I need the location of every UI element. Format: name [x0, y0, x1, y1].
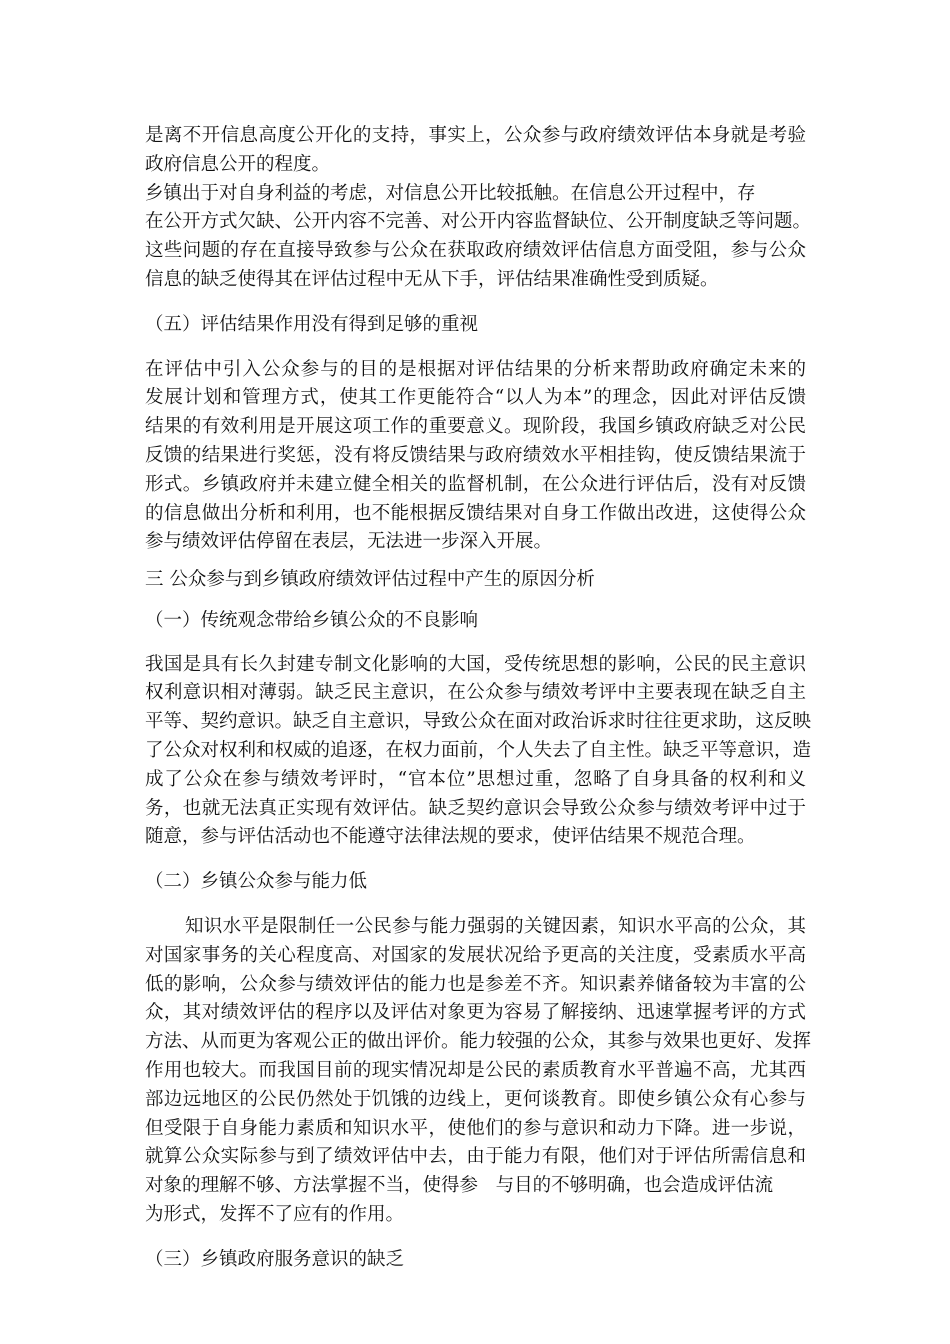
- paragraph-line: 了公众对权利和权威的追逐，在权力面前，个人失去了自主性。缺乏平等意识，造: [145, 740, 812, 761]
- paragraph-line: 对象的理解不够、方法掌握不当，使得参 与目的不够明确，也会造成评估流: [145, 1175, 774, 1196]
- paragraph-line: 为形式，发挥不了应有的作用。: [145, 1204, 405, 1225]
- section-heading: （五）评估结果作用没有得到足够的重视: [145, 314, 479, 335]
- paragraph-line: 低的影响，公众参与绩效评估的能力也是参差不齐。知识素养储备较为丰富的公: [145, 974, 806, 995]
- section-heading: （一）传统观念带给乡镇公众的不良影响: [145, 610, 479, 631]
- paragraph-line: 就算公众实际参与到了绩效评估中去，由于能力有限，他们对于评估所需信息和: [145, 1146, 806, 1167]
- paragraph-line: 我国是具有长久封建专制文化影响的大国，受传统思想的影响，公民的民主意识: [145, 654, 806, 675]
- paragraph-line: 政府信息公开的程度。: [145, 154, 331, 175]
- section-heading: （三）乡镇政府服务意识的缺乏: [145, 1249, 405, 1270]
- paragraph-line: 随意，参与评估活动也不能遵守法律法规的要求，使评估结果不规范合理。: [145, 826, 756, 847]
- paragraph-line: 是离不开信息高度公开化的支持，事实上，公众参与政府绩效评估本身就是考验: [145, 125, 806, 146]
- paragraph-line: 知识水平是限制任一公民参与能力强弱的关键因素，知识水平高的公众，其: [185, 916, 806, 937]
- paragraph-line: 乡镇出于对自身利益的考虑，对信息公开比较抵触。在信息公开过程中，存: [145, 183, 756, 204]
- paragraph-line: 成了公众在参与绩效考评时，“官本位”思想过重，忽略了自身具备的权利和义: [145, 769, 806, 790]
- paragraph-line: 平等、契约意识。缺乏自主意识，导致公众在面对政治诉求时往往更求助，这反映: [145, 711, 812, 732]
- paragraph-line: 务，也就无法真正实现有效评估。缺乏契约意识会导致公众参与绩效考评中过于: [145, 798, 806, 819]
- section-heading: （二）乡镇公众参与能力低: [145, 871, 368, 892]
- paragraph-line: 权利意识相对薄弱。缺乏民主意识，在公众参与绩效考评中主要表现在缺乏自主: [145, 682, 806, 703]
- paragraph-line: 部边远地区的公民仍然处于饥饿的边线上，更何谈教育。即使乡镇公众有心参与: [145, 1089, 806, 1110]
- paragraph-line: 在公开方式欠缺、公开内容不完善、对公开内容监督缺位、公开制度缺乏等问题。: [145, 211, 812, 232]
- paragraph-line: 信息的缺乏使得其在评估过程中无从下手，评估结果准确性受到质疑。: [145, 269, 719, 290]
- paragraph-line: 这些问题的存在直接导致参与公众在获取政府绩效评估信息方面受阻，参与公众: [145, 240, 806, 261]
- paragraph-line: 作用也较大。而我国目前的现实情况却是公民的素质教育水平普遍不高，尤其西: [145, 1060, 806, 1081]
- paragraph-line: 但受限于自身能力素质和知识水平，使他们的参与意识和动力下降。进一步说，: [145, 1118, 806, 1139]
- paragraph-line: 发展计划和管理方式，使其工作更能符合“以人为本”的理念，因此对评估反馈: [145, 387, 806, 408]
- paragraph-line: 众，其对绩效评估的程序以及评估对象更为容易了解接纳、迅速掌握考评的方式: [145, 1002, 806, 1023]
- chapter-heading: 三 公众参与到乡镇政府绩效评估过程中产生的原因分析: [145, 569, 595, 590]
- paragraph-line: 方法、从而更为客观公正的做出评价。能力较强的公众，其参与效果也更好、发挥: [145, 1031, 812, 1052]
- paragraph-line: 在评估中引入公众参与的目的是根据对评估结果的分析来帮助政府确定未来的: [145, 359, 806, 380]
- paragraph-line: 结果的有效利用是开展这项工作的重要意义。现阶段，我国乡镇政府缺乏对公民: [145, 416, 806, 437]
- paragraph-line: 形式。乡镇政府并未建立健全相关的监督机制，在公众进行评估后，没有对反馈: [145, 474, 806, 495]
- paragraph-line: 对国家事务的关心程度高、对国家的发展状况给予更高的关注度，受素质水平高: [145, 945, 806, 966]
- paragraph-line: 反馈的结果进行奖惩，没有将反馈结果与政府绩效水平相挂钩，使反馈结果流于: [145, 445, 806, 466]
- paragraph-line: 参与绩效评估停留在表层，无法进一步深入开展。: [145, 531, 553, 552]
- paragraph-line: 的信息做出分析和利用，也不能根据反馈结果对自身工作做出改进，这使得公众: [145, 503, 806, 524]
